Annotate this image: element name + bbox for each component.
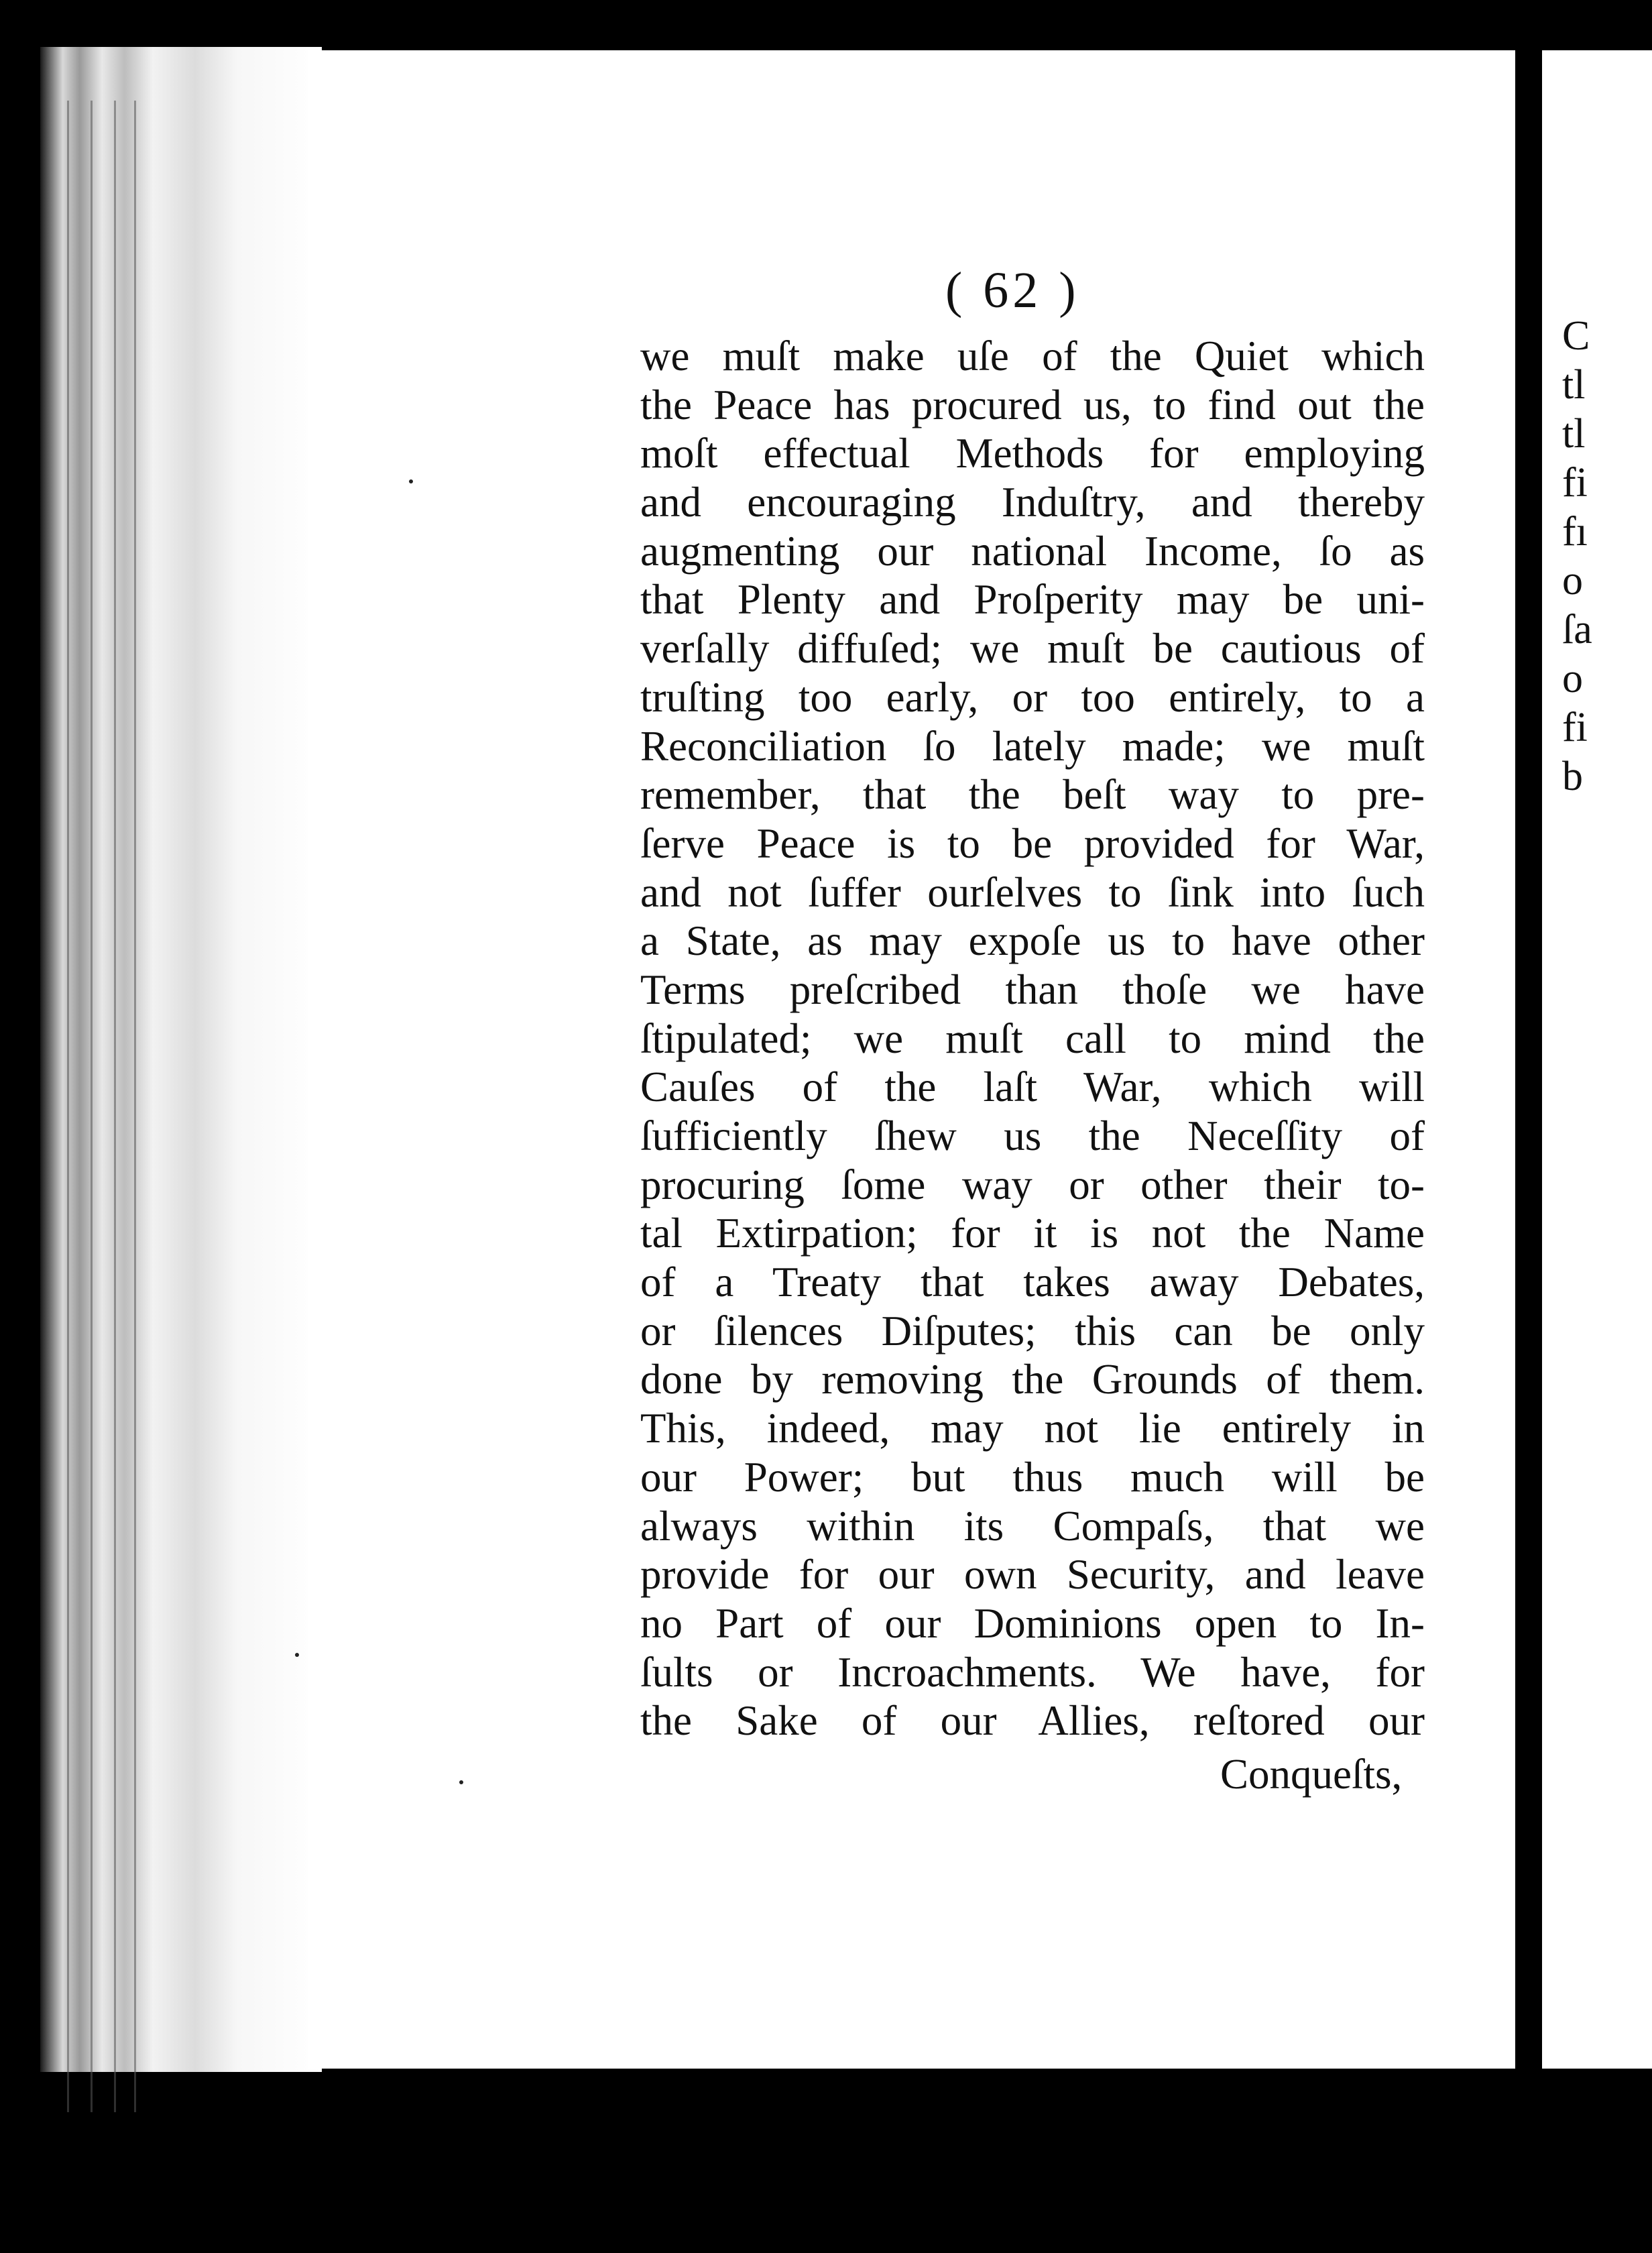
page-edges [40,47,322,2072]
text-line: the Peace has procured us, to find out the [640,381,1425,428]
facing-page-fragment: b [1562,754,1583,799]
text-line: no Part of our Dominions open to In- [640,1599,1425,1647]
text-line: ſults or Incroachments. We have, for [640,1648,1425,1696]
text-line: Terms preſcribed than thoſe we have [640,966,1425,1013]
page-number: ( 62 ) [945,262,1080,319]
text-line: and encouraging Induſtry, and thereby [640,479,1425,526]
facing-page-fragment: tl [1562,411,1586,457]
text-line: truſting too early, or too entirely, to a [640,673,1425,721]
text-line: always within its Compaſs, that we [640,1502,1425,1550]
text-line: the Sake of our Allies, reſtored our [640,1697,1425,1745]
text-line: provide for our own Security, and leave [640,1551,1425,1599]
text-line: Reconciliation ſo lately made; we muſt [640,722,1425,770]
text-line: remember, that the beſt way to pre- [640,771,1425,819]
facing-page-fragment: o [1562,558,1583,603]
text-line: moſt effectual Methods for employing [640,430,1425,477]
facing-page [1542,50,1652,2069]
page-edge-line [67,101,69,2112]
text-line: ſtipulated; we muſt call to mind the [640,1015,1425,1062]
text-line: tal Extirpation; for it is not the Name [640,1210,1425,1257]
facing-page-fragment: fi [1562,460,1588,506]
text-line: or ſilences Diſputes; this can be only [640,1307,1425,1354]
text-line: procuring ſome way or other their to- [640,1161,1425,1208]
text-line: and not ſuffer ourſelves to ſink into ſuch [640,868,1425,916]
text-line: augmenting our national Income, ſo as [640,527,1425,575]
facing-page-fragment: C [1562,313,1590,359]
page-edge-line [134,101,136,2112]
facing-page-fragment: fı [1562,509,1588,555]
text-line: our Power; but thus much will be [640,1453,1425,1501]
text-line: ſufficiently ſhew us the Neceſſity of [640,1112,1425,1159]
facing-page-fragment: fi [1562,705,1588,750]
text-line: Cauſes of the laſt War, which will [640,1063,1425,1111]
text-line: ſerve Peace is to be provided for War, [640,819,1425,867]
catchword: Conqueſts, [1220,1751,1403,1798]
ink-speck [409,479,413,483]
text-line: done by removing the Grounds of them. [640,1356,1425,1403]
text-line: that Plenty and Proſperity may be uni- [640,576,1425,624]
page-edge-line [114,101,116,2112]
text-line: a State, as may expoſe us to have other [640,917,1425,965]
ink-speck [459,1780,463,1784]
page-edge-line [91,101,93,2112]
text-line: This, indeed, may not lie entirely in [640,1405,1425,1452]
ink-speck [295,1653,299,1657]
facing-page-fragment: ſa [1562,607,1592,652]
text-line: of a Treaty that takes away Debates, [640,1259,1425,1306]
text-line: verſally diffuſed; we muſt be cautious of [640,625,1425,673]
page-text [640,332,1425,1745]
facing-page-fragment: o [1562,656,1583,701]
facing-page-fragment: tl [1562,362,1586,408]
text-line: we muſt make uſe of the Quiet which [640,333,1425,380]
